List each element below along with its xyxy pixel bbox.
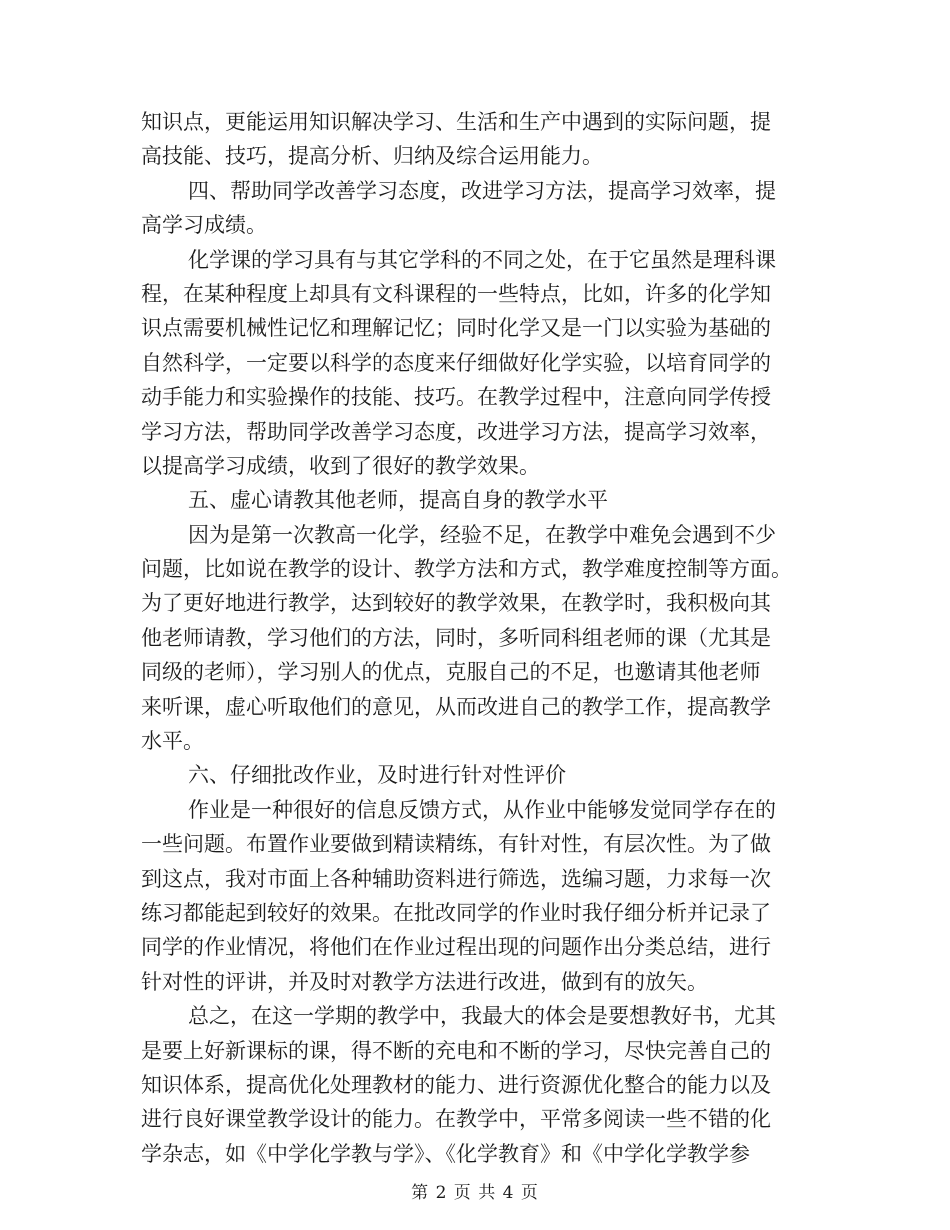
section-heading-four: 四、帮助同学改善学习态度，改进学习方法，提高学习效率，提 — [188, 178, 776, 203]
body-line: 同级的老师），学习别人的优点，克服自己的不足，也邀请其他老师 — [141, 660, 761, 685]
page-footer: 第 2 页 共 4 页 — [411, 1183, 539, 1203]
body-line: 水平。 — [141, 729, 204, 754]
section-heading-four-continued: 高学习成绩。 — [141, 213, 267, 238]
body-line: 动手能力和实验操作的技能、技巧。在教学过程中，注意向同学传授 — [141, 385, 771, 410]
body-line: 知识体系，提高优化处理教材的能力、进行资源优化整合的能力以及 — [141, 1072, 771, 1097]
body-line: 他老师请教，学习他们的方法，同时，多听同科组老师的课（尤其是 — [141, 625, 771, 650]
section-heading-five: 五、虚心请教其他老师，提高自身的教学水平 — [188, 488, 608, 513]
paragraph-start: 作业是一种很好的信息反馈方式，从作业中能够发觉同学存在的 — [188, 797, 776, 822]
body-line: 程，在某种程度上却具有文科课程的一些特点，比如，许多的化学知 — [141, 281, 771, 306]
body-line: 自然科学，一定要以科学的态度来仔细做好化学实验，以培育同学的 — [141, 350, 771, 375]
body-line: 针对性的评讲，并及时对教学方法进行改进，做到有的放矢。 — [141, 969, 708, 994]
body-line: 练习都能起到较好的效果。在批改同学的作业时我仔细分析并记录了 — [141, 900, 771, 925]
body-line: 识点需要机械性记忆和理解记忆；同时化学又是一门以实验为基础的 — [141, 316, 771, 341]
body-line: 知识点，更能运用知识解决学习、生活和生产中遇到的实际问题，提 — [141, 110, 771, 134]
body-line: 是要上好新课标的课，得不断的充电和不断的学习，尽快完善自己的 — [141, 1038, 771, 1063]
section-heading-six: 六、仔细批改作业，及时进行针对性评价 — [188, 763, 566, 788]
paragraph-start: 因为是第一次教高一化学，经验不足，在教学中难免会遇到不少 — [188, 522, 776, 547]
body-line: 来听课，虚心听取他们的意见，从而改进自己的教学工作，提高教学 — [141, 694, 771, 719]
body-line: 同学的作业情况，将他们在作业过程出现的问题作出分类总结，进行 — [141, 935, 771, 960]
body-line: 为了更好地进行教学，达到较好的教学效果，在教学时，我积极向其 — [141, 591, 771, 616]
body-line: 一些问题。布置作业要做到精读精练，有针对性，有层次性。为了做 — [141, 832, 771, 857]
body-line: 高技能、技巧，提高分析、归纳及综合运用能力。 — [141, 144, 603, 169]
body-line: 进行良好课堂教学设计的能力。在教学中，平常多阅读一些不错的化 — [141, 1107, 771, 1132]
body-line: 问题，比如说在教学的设计、教学方法和方式，教学难度控制等方面。 — [141, 557, 792, 582]
body-line: 学习方法，帮助同学改善学习态度，改进学习方法，提高学习效率， — [141, 419, 771, 444]
body-line: 以提高学习成绩，收到了很好的教学效果。 — [141, 453, 540, 478]
body-line: 到这点，我对市面上各种辅助资料进行筛选，选编习题，力求每一次 — [141, 866, 771, 891]
body-line: 学杂志，如《中学化学教与学》、《化学教育》和《中学化学教学参 — [141, 1141, 750, 1166]
document-body — [141, 105, 801, 1171]
paragraph-start: 总之，在这一学期的教学中，我最大的体会是要想教好书，尤其 — [188, 1004, 776, 1029]
paragraph-start: 化学课的学习具有与其它学科的不同之处，在于它虽然是理科课 — [188, 247, 776, 272]
